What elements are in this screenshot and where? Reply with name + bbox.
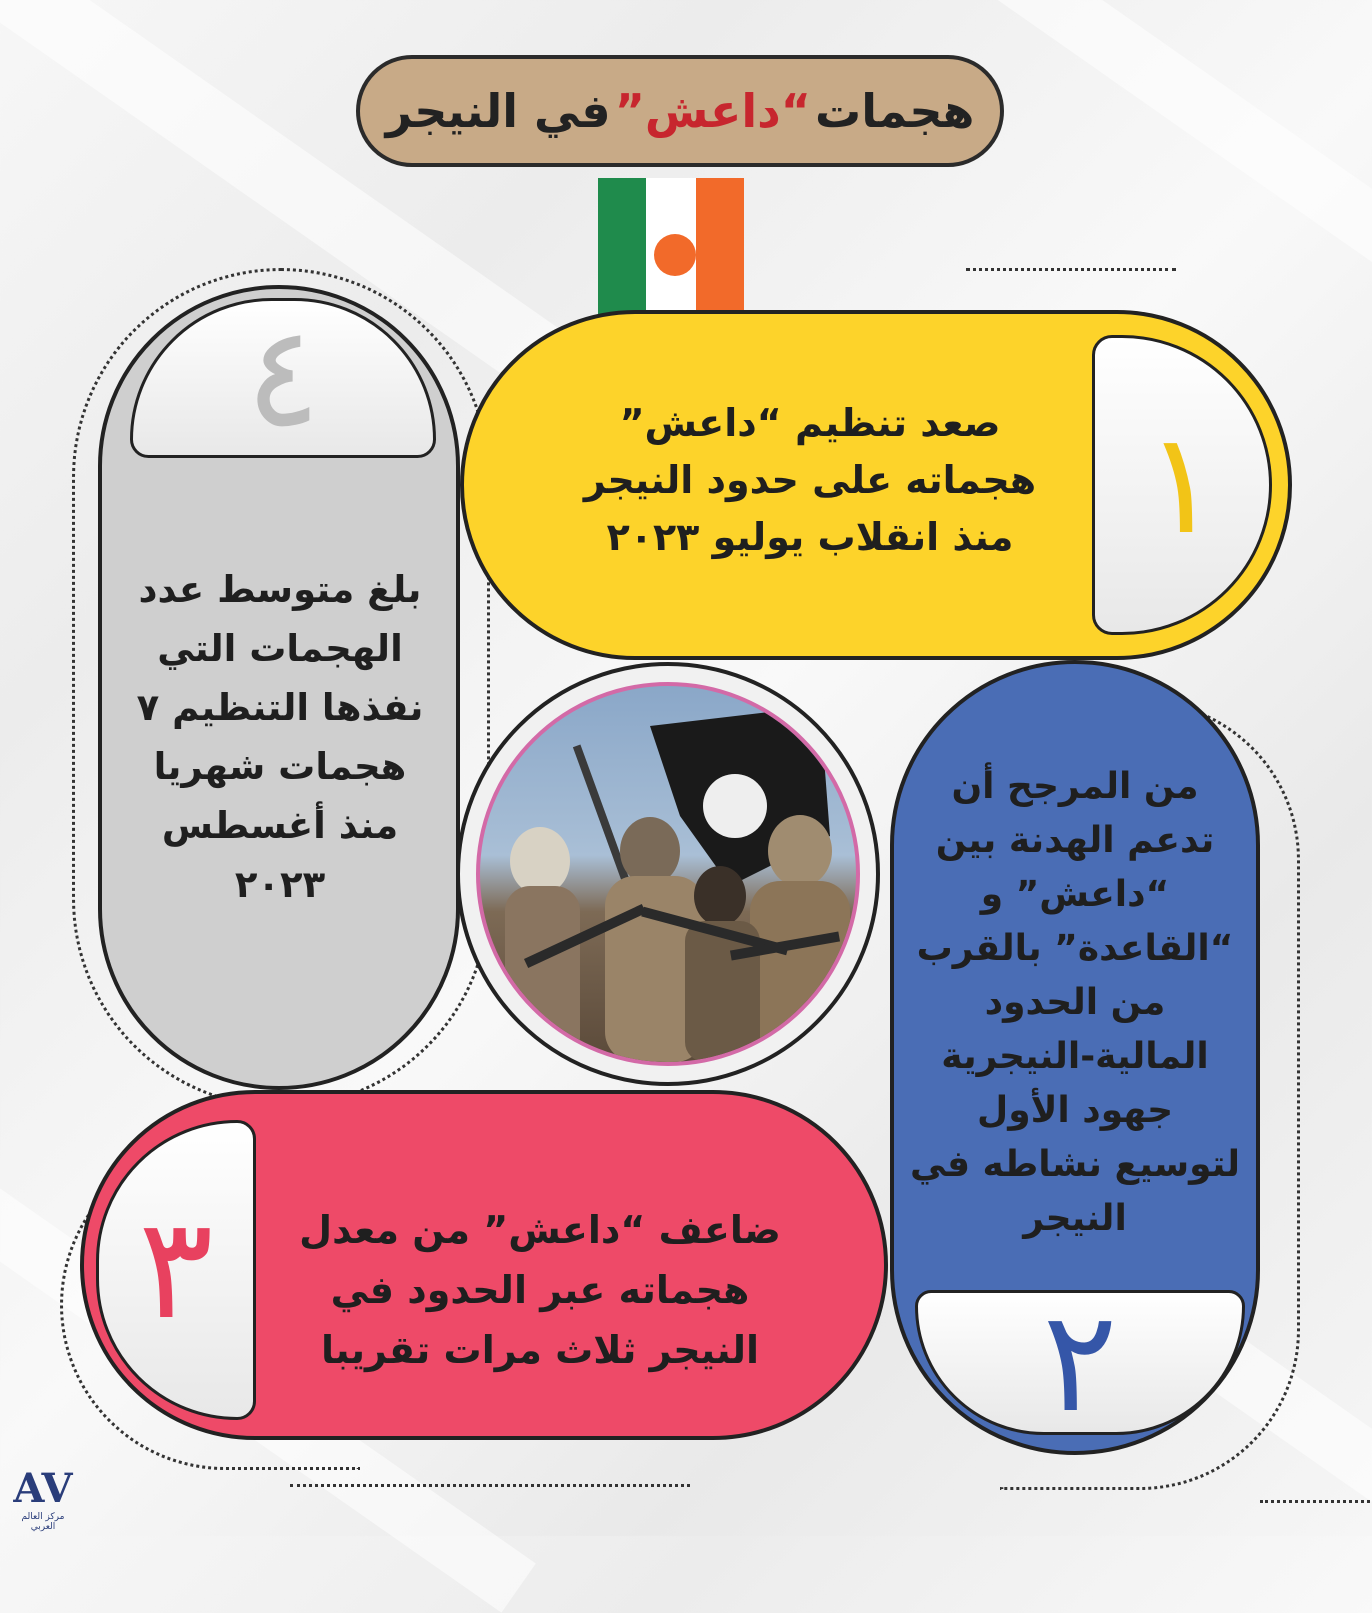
panel-4-line: هجمات شهريا: [153, 745, 407, 788]
page-title: [356, 55, 1004, 167]
panel-4-text: [110, 560, 450, 914]
logo-mark: AV: [13, 1465, 73, 1512]
panel-2-line: المالية-النيجرية: [941, 1036, 1209, 1077]
panel-1-line: هجماته على حدود النيجر: [583, 458, 1037, 502]
militants-illustration: [480, 686, 856, 1062]
number-badge-2: ٢: [915, 1290, 1245, 1435]
panel-4-line: نفذها التنظيم ٧: [136, 686, 424, 729]
panel-2-line: “القاعدة” بالقرب: [916, 928, 1234, 969]
flag-disc: [654, 234, 696, 276]
panel-2-line: النيجر: [1023, 1198, 1127, 1239]
panel-4-line: بلغ متوسط عدد: [138, 568, 422, 611]
dotted-line: [966, 268, 1176, 271]
number-badge-4: ٤: [130, 298, 436, 458]
panel-2-line: جهود الأول: [976, 1090, 1174, 1131]
center-logo: [8, 1466, 78, 1532]
panel-2-line: تدعم الهدنة بين: [935, 820, 1215, 861]
panel-1-line: صعد تنظيم “داعش”: [619, 401, 1001, 445]
dotted-line: [1260, 1500, 1370, 1503]
number-badge-3: ٣: [96, 1120, 256, 1420]
number-badge-1: ١: [1092, 335, 1272, 635]
logo-caption: مركز العالم العربي: [21, 1512, 65, 1532]
dotted-line: [290, 1484, 690, 1487]
panel-3-line: ضاعف “داعش” من معدل: [299, 1208, 781, 1252]
title-prefix: هجمات: [814, 84, 975, 138]
panel-1-line: منذ انقلاب يوليو ٢٠٢٣: [606, 515, 1014, 559]
title-suffix: في النيجر: [385, 84, 611, 138]
panel-3-text: [270, 1200, 810, 1380]
panel-2-line: لتوسيع نشاطه في: [910, 1144, 1240, 1185]
title-highlight: “داعش”: [614, 84, 811, 138]
panel-3-line: هجماته عبر الحدود في: [330, 1268, 750, 1312]
panel-4-line: منذ أغسطس: [161, 804, 399, 847]
panel-2-line: من الحدود: [984, 982, 1166, 1023]
panel-3-line: النيجر ثلاث مرات تقريبا: [320, 1328, 760, 1372]
militants-photo: [476, 682, 860, 1066]
panel-2-line: من المرجح أن: [951, 766, 1199, 807]
bg-stripe: [764, 0, 1372, 353]
panel-2-text: [895, 760, 1255, 1246]
panel-2-line: “داعش” و: [980, 874, 1170, 915]
panel-4-line: ٢٠٢٣: [234, 863, 326, 906]
panel-4-line: الهجمات التي: [157, 627, 403, 670]
panel-1-text: [540, 395, 1080, 566]
